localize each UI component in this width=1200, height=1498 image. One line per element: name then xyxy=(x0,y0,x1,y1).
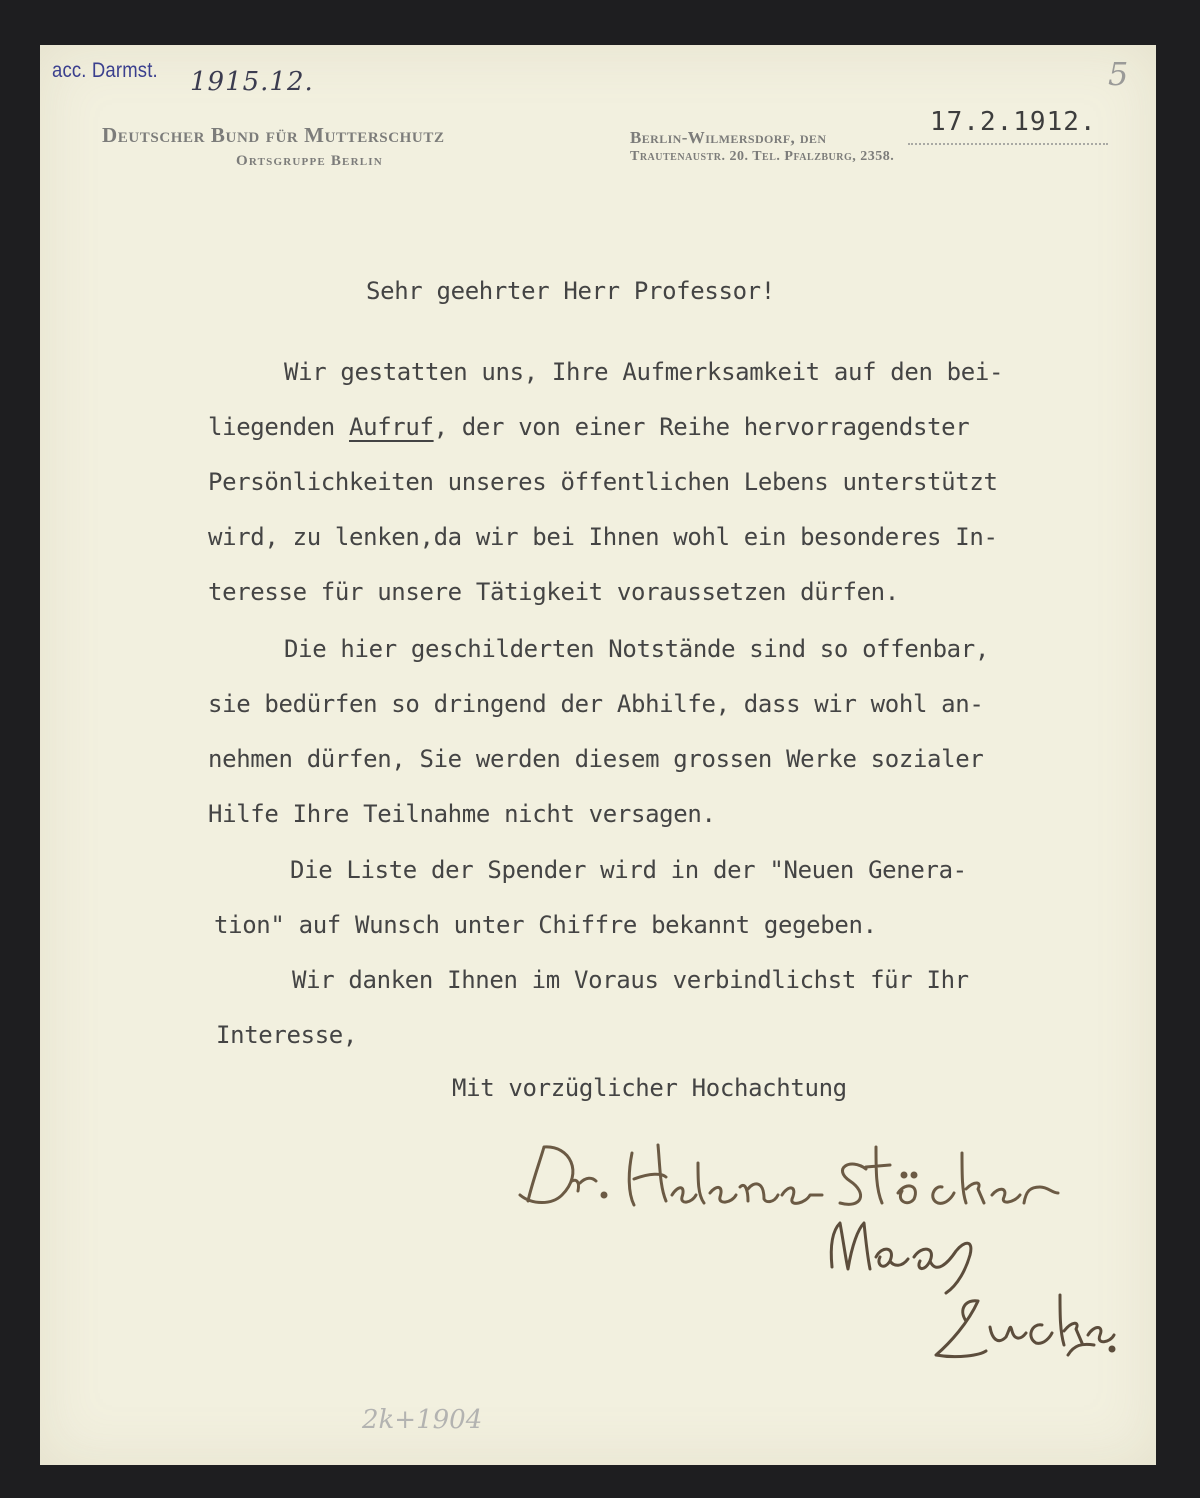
signature-helene-stoecker xyxy=(510,1123,1070,1213)
folio-number: 5 xyxy=(1108,55,1129,93)
body-line: nehmen dürfen, Sie werden diesem grossen Werke sozialer xyxy=(208,745,984,773)
organization-name: Deutscher Bund für Mutterschutz xyxy=(102,123,445,147)
archive-stamp: acc. Darmst. xyxy=(52,59,158,82)
signature-second xyxy=(818,1205,1118,1375)
accession-number: 1915.12. xyxy=(190,67,314,97)
body-line: Wir gestatten uns, Ihre Aufmerksamkeit auf den bei- xyxy=(284,358,1004,386)
body-line: Hilfe Ihre Teilnahme nicht versagen. xyxy=(208,800,716,828)
body-line: Interesse, xyxy=(216,1021,357,1049)
body-line: teresse für unsere Tätigkeit voraussetzen dürfen. xyxy=(208,578,899,606)
body-line: tion" auf Wunsch unter Chiffre bekannt gegeben. xyxy=(214,911,877,939)
salutation: Sehr geehrter Herr Professor! xyxy=(366,277,775,305)
body-line: Die hier geschilderten Notstände sind so offenbar, xyxy=(284,635,989,663)
body-line: Die Liste der Spender wird in der "Neuen Genera- xyxy=(290,856,967,884)
letterhead-city: Berlin-Wilmersdorf, den xyxy=(630,128,827,147)
body-line: Persönlichkeiten unseres öffentlichen Lebens unterstützt xyxy=(208,468,998,496)
body-line: Wir danken Ihnen im Voraus verbindlichst für Ihr xyxy=(292,966,969,994)
body-line: wird, zu lenken,da wir bei Ihnen wohl ein besonderes In- xyxy=(208,523,998,551)
body-text: , der von einer Reihe hervorragendster xyxy=(433,413,970,441)
pencil-archive-note: 2k+1904 xyxy=(362,1405,483,1435)
letter-page xyxy=(40,45,1156,1465)
body-line: sie bedürfen so dringend der Abhilfe, dass wir wohl an- xyxy=(208,690,984,718)
body-text: liegenden xyxy=(208,413,349,441)
letter-date: 17.2.1912. xyxy=(930,107,1097,137)
underlined-word: Aufruf xyxy=(349,413,434,441)
closing-phrase: Mit vorzüglicher Hochachtung xyxy=(452,1074,847,1102)
body-line xyxy=(208,413,969,441)
organization-branch: Ortsgruppe Berlin xyxy=(236,153,383,169)
date-dotted-line xyxy=(908,143,1108,145)
letterhead-address: Trautenaustr. 20. Tel. Pfalzburg, 2358. xyxy=(630,149,895,164)
